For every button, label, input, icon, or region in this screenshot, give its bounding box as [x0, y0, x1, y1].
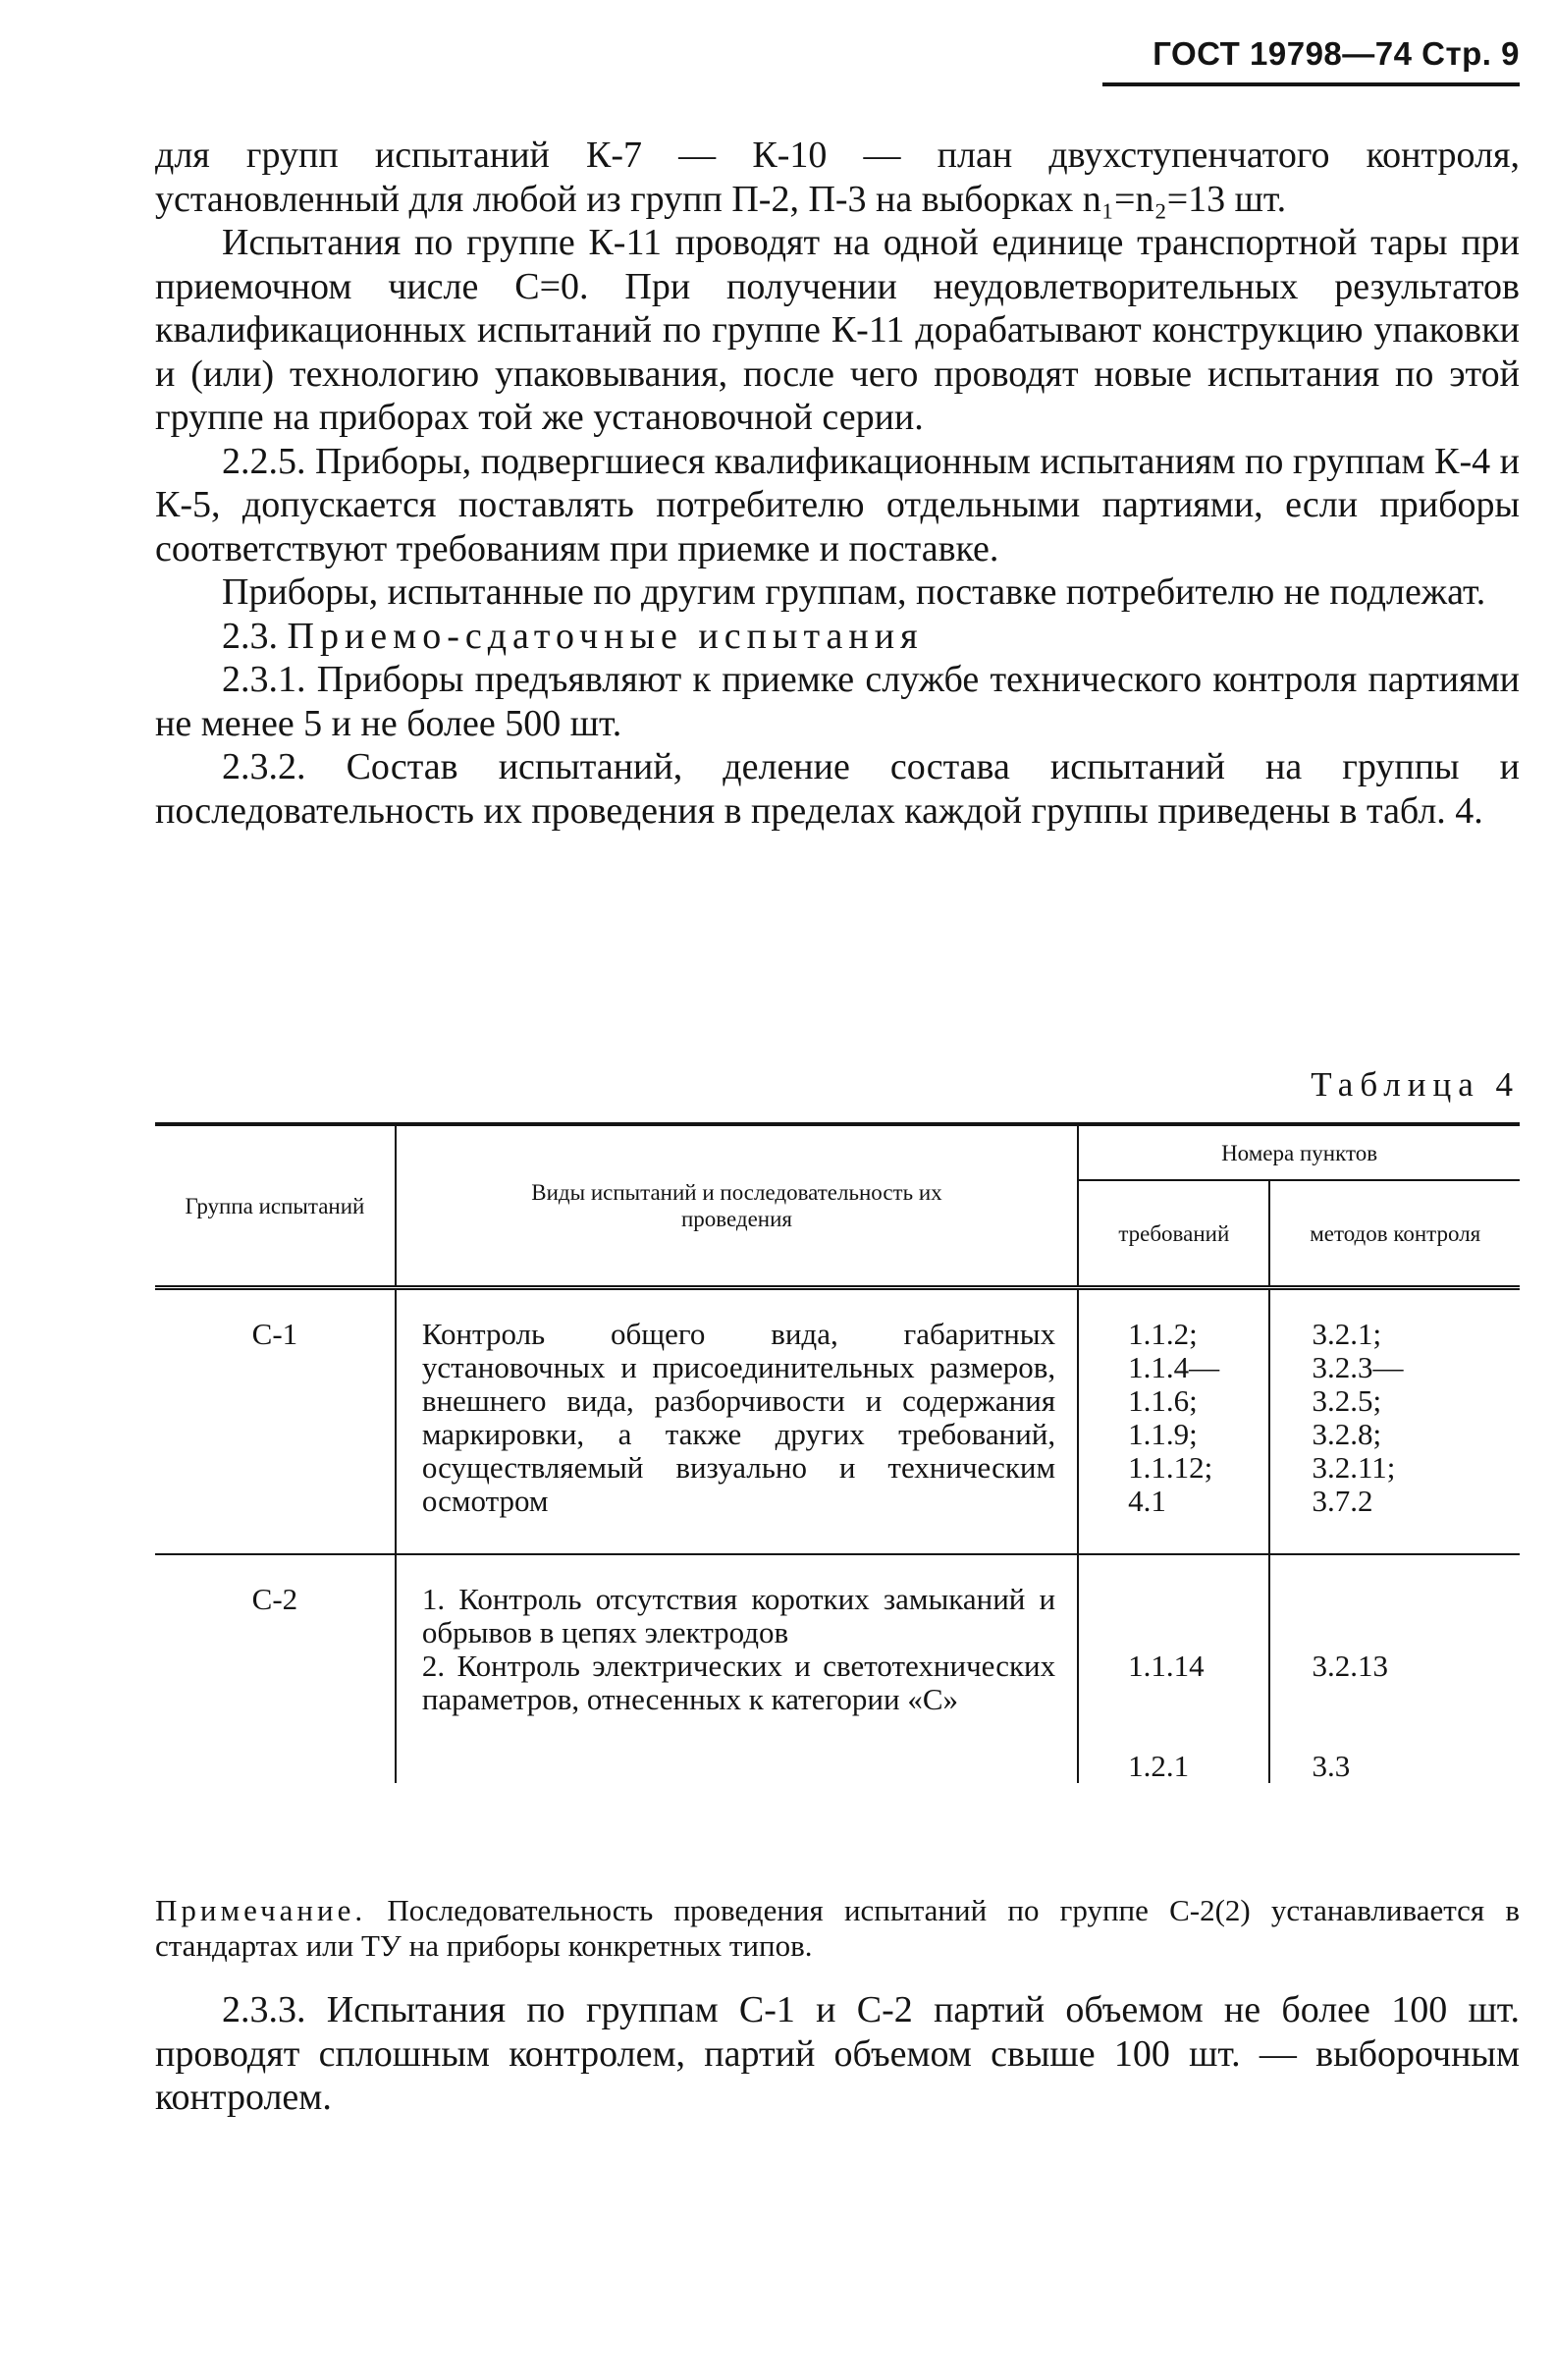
description-cell: Контроль общего вида, габаритных установочных и присоединительных размеров, внешнего вида, разборчивости и содержания маркировки, а также других требований, осуществляемый визуально и техническим осмотром — [396, 1288, 1078, 1555]
header-numbers: Номера пунктов — [1078, 1124, 1520, 1180]
requirements-cell — [1078, 1288, 1269, 1555]
meth-value: 3.2.3— — [1312, 1350, 1404, 1384]
paragraph-2-3-2: 2.3.2. Состав испытаний, деление состава испытаний на группы и последовательность их проведения в пределах каждой группы приведены в табл. 4. — [155, 746, 1520, 832]
table-row — [155, 1554, 1520, 1783]
header-methods: методов контроля — [1269, 1180, 1520, 1288]
header-group: Группа испытаний — [155, 1124, 396, 1288]
test-item-1: 1. Контроль отсутствия коротких замыканий и обрывов в цепях электродов — [421, 1582, 1056, 1650]
req-value: 1.1.9; — [1128, 1417, 1198, 1451]
requirements-cell — [1078, 1554, 1269, 1783]
section-title: Приемо-сдаточные испытания — [287, 615, 924, 657]
table-caption: Таблица 4 — [1311, 1065, 1520, 1104]
req-value: 1.1.4— — [1128, 1350, 1220, 1384]
meth-value: 3.2.11; — [1312, 1450, 1396, 1485]
meth-value: 3.2.1; — [1312, 1317, 1382, 1351]
req-value: 1.1.2; — [1128, 1317, 1198, 1351]
meth-value: 3.3 — [1312, 1749, 1351, 1783]
page-header: ГОСТ 19798—74 Стр. 9 — [1153, 35, 1520, 72]
paragraph-2-2-5: 2.2.5. Приборы, подвергшиеся квалификационным испытаниям по группам К-4 и К-5, допускается поставлять потребителю отдельными партиями, если приборы соответствуют требованиям при приемке и поставке. — [155, 440, 1520, 569]
meth-value: 3.2.13 — [1312, 1649, 1388, 1683]
body-text — [155, 134, 1520, 833]
group-cell: С-2 — [251, 1582, 298, 1616]
meth-value: 3.7.2 — [1312, 1484, 1373, 1518]
section-heading-2-3 — [155, 615, 1520, 659]
paragraph-k11: Испытания по группе К-11 проводят на одной единице транспортной тары при приемочном числе С=0. При получении неудовлетворительных результатов квалификационных испытаний по группе К-11 дорабатывают конструкцию упаковки и (или) технологию упаковывания, после чего проводят новые испытания по этой группе на приборах той же установочной серии. — [155, 222, 1520, 438]
table-4 — [155, 1122, 1520, 1783]
test-item-2: 2. Контроль электрических и светотехнических параметров, отнесенных к категории «С» — [421, 1649, 1056, 1716]
section-number: 2.3. — [222, 615, 278, 657]
meth-value: 3.2.8; — [1312, 1417, 1382, 1451]
group-cell: С-1 — [155, 1288, 396, 1555]
req-value: 4.1 — [1128, 1484, 1166, 1518]
meth-value: 3.2.5; — [1312, 1383, 1382, 1418]
req-value: 1.1.6; — [1128, 1383, 1198, 1418]
note-text: Последовательность проведения испытаний по группе С-2(2) устанавливается в стандартах или ТУ на приборы конкретных типов. — [155, 1893, 1520, 1963]
paragraph-other-groups: Приборы, испытанные по другим группам, поставке потребителю не подлежат. — [222, 571, 1486, 613]
description-cell — [396, 1554, 1078, 1783]
req-value: 1.1.14 — [1128, 1649, 1205, 1683]
paragraph-2-3-1: 2.3.1. Приборы предъявляют к приемке службе технического контроля партиями не менее 5 и не более 500 шт. — [155, 659, 1520, 744]
table-row — [155, 1288, 1520, 1555]
methods-cell — [1269, 1554, 1520, 1783]
req-value: 1.1.12; — [1128, 1450, 1213, 1485]
methods-cell — [1269, 1288, 1520, 1555]
closing-text — [155, 1988, 1520, 2120]
table-note — [155, 1893, 1520, 1964]
req-value: 1.2.1 — [1128, 1749, 1190, 1783]
paragraph-2-3-3: 2.3.3. Испытания по группам С-1 и С-2 партий объемом не более 100 шт. проводят сплошным контролем, партий объемом свыше 100 шт. — выборочным контролем. — [155, 1989, 1520, 2118]
paragraph-continuation: для групп испытаний К-7 — К-10 — план двухступенчатого контроля, установленный для любой из групп П-2, П-3 на выборках n₁=n₂=13 шт. — [155, 135, 1520, 220]
header-requirements: требований — [1078, 1180, 1269, 1288]
header-rule — [1102, 82, 1520, 86]
header-kinds: Виды испытаний и последовательность их проведения — [396, 1124, 1078, 1288]
note-label: Примечание. — [155, 1893, 367, 1927]
